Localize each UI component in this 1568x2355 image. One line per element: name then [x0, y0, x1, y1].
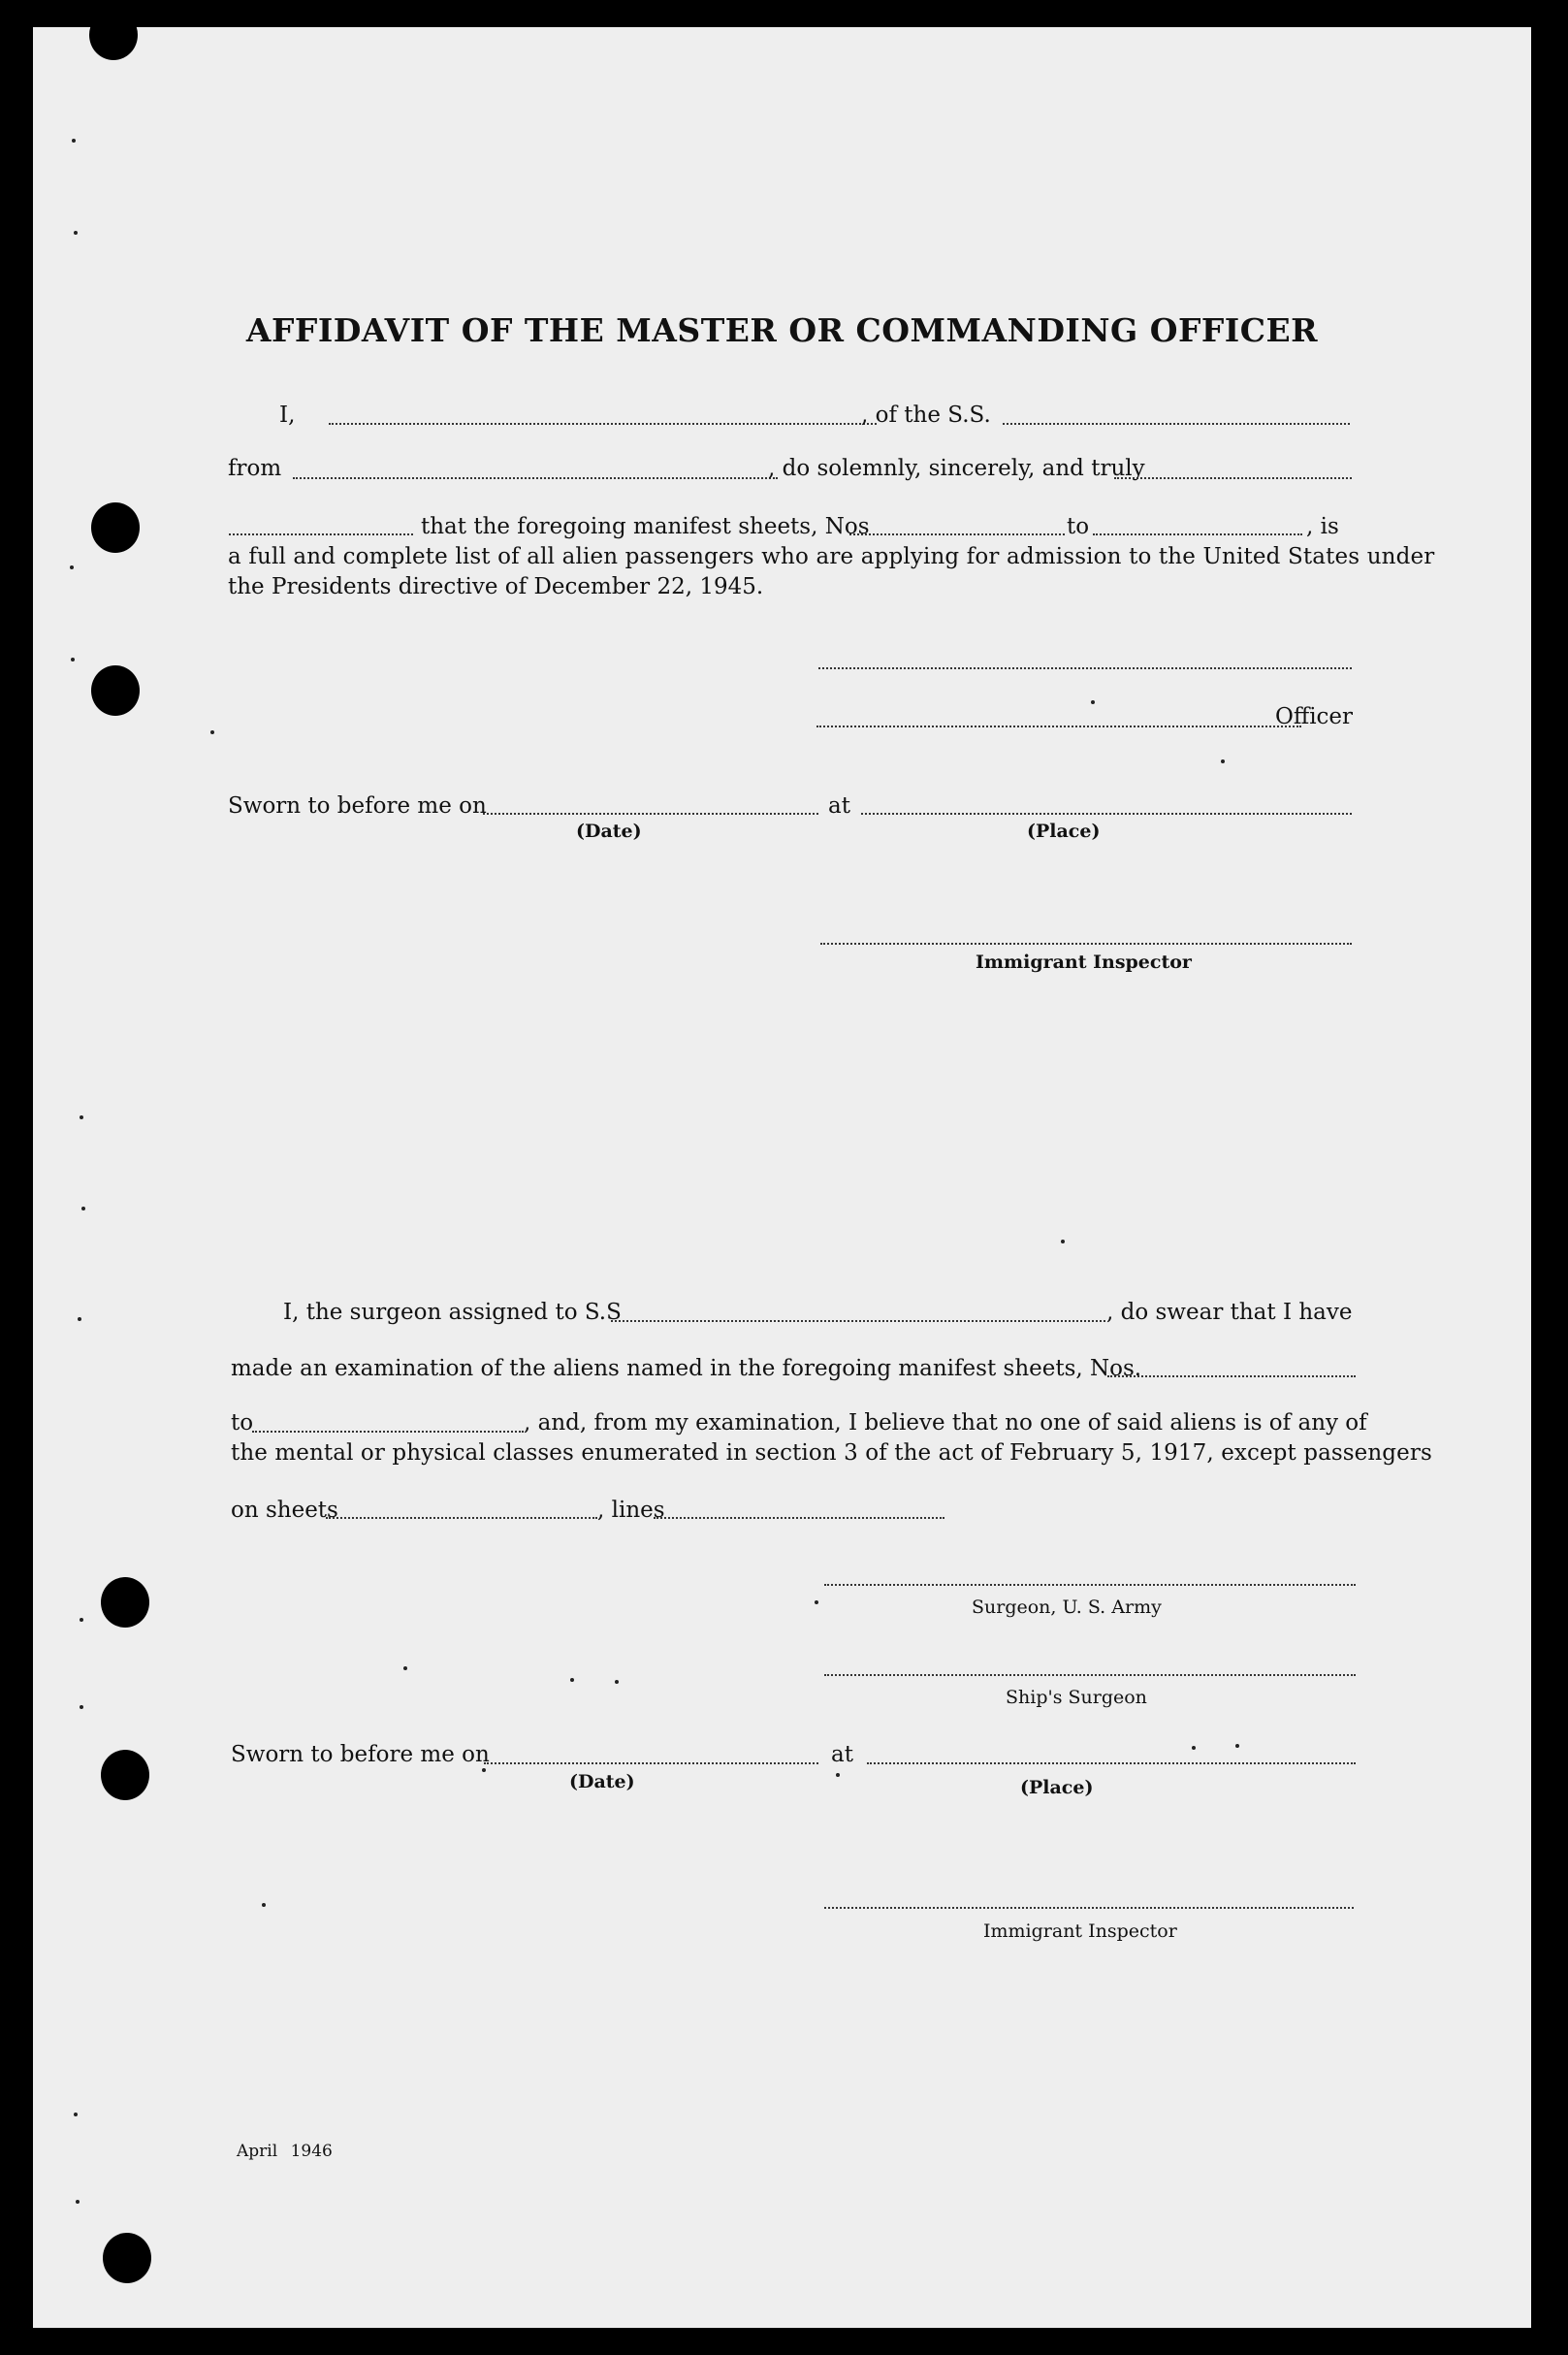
punch-hole — [91, 665, 140, 716]
text-lines: , lines — [597, 1498, 665, 1523]
date-caption: (Date) — [576, 821, 642, 842]
text-manifest-sheets: that the foregoing manifest sheets, Nos — [421, 514, 870, 539]
scan-speck — [72, 139, 76, 143]
sworn-place-field[interactable] — [861, 813, 1352, 815]
text-from: from — [228, 456, 282, 481]
scan-speck — [1192, 1746, 1196, 1750]
scan-speck — [403, 1666, 407, 1670]
scan-speck — [1061, 1240, 1065, 1243]
scan-speck — [815, 1600, 818, 1604]
punch-hole — [101, 1750, 149, 1800]
scan-speck — [615, 1680, 619, 1684]
punch-hole — [91, 502, 140, 553]
at-label: at — [828, 793, 850, 819]
army-surgeon-caption: Surgeon, U. S. Army — [972, 1597, 1162, 1618]
surgeon-sheets-to-field[interactable] — [252, 1431, 524, 1433]
scan-speck — [74, 2113, 78, 2116]
punch-hole — [89, 27, 138, 60]
scan-speck — [210, 730, 214, 734]
scan-speck — [74, 231, 78, 235]
signature-line-2[interactable] — [816, 726, 1301, 727]
sworn-place-field-2[interactable] — [867, 1762, 1356, 1764]
scan-speck — [81, 1207, 85, 1210]
inspector-signature-line[interactable] — [820, 943, 1352, 945]
surgeon-ship-field[interactable] — [611, 1320, 1105, 1322]
text-to: to — [1067, 514, 1090, 539]
inspector-caption: Immigrant Inspector — [976, 952, 1192, 973]
sworn-label-2: Sworn to before me on — [231, 1742, 490, 1767]
scan-speck — [76, 2200, 80, 2204]
scan-speck — [71, 658, 75, 661]
army-surgeon-signature-line[interactable] — [824, 1584, 1356, 1586]
punch-hole — [103, 2233, 151, 2283]
scan-speck — [1235, 1744, 1239, 1748]
scan-speck — [836, 1773, 840, 1777]
port-from-field[interactable] — [293, 477, 778, 479]
text-to: to — [231, 1410, 254, 1436]
date-caption-2: (Date) — [569, 1771, 635, 1792]
scan-speck — [1091, 700, 1095, 704]
sheets-to-field[interactable] — [1093, 533, 1302, 535]
document-title: AFFIDAVIT OF THE MASTER OR COMMANDING OFFICER — [245, 311, 1319, 349]
master-name-field[interactable] — [329, 423, 877, 425]
scan-speck — [262, 1903, 266, 1907]
swear-or-affirm-field[interactable] — [1114, 477, 1352, 479]
text-surgeon-assigned: I, the surgeon assigned to S.S — [283, 1300, 622, 1325]
text-full-list: a full and complete list of all alien passengers who are applying for admission to the United States under — [228, 544, 1435, 569]
text-on-sheets: on sheets — [231, 1498, 338, 1523]
ship-name-field[interactable] — [1003, 423, 1350, 425]
sheets-from-field[interactable] — [849, 533, 1065, 535]
sworn-date-field[interactable] — [483, 813, 818, 815]
signature-line-1[interactable] — [818, 667, 1352, 669]
surgeon-sheets-from-field[interactable] — [1107, 1375, 1356, 1377]
text-is: , is — [1306, 514, 1339, 539]
scan-speck — [78, 1317, 81, 1321]
place-caption: (Place) — [1027, 821, 1101, 842]
declare-field[interactable] — [229, 533, 413, 535]
except-sheets-field[interactable] — [326, 1517, 597, 1519]
text-classes: the mental or physical classes enumerated in section 3 of the act of February 5, 1917, except passengers — [231, 1440, 1432, 1466]
scan-speck — [570, 1678, 574, 1682]
text-of-ss: , of the S.S. — [861, 403, 991, 428]
text-do-solemnly: , do solemnly, sincerely, and truly — [768, 456, 1145, 481]
scan-speck — [80, 1705, 83, 1709]
inspector-signature-line-2[interactable] — [824, 1907, 1354, 1909]
scan-speck — [80, 1618, 83, 1622]
inspector-caption-2: Immigrant Inspector — [983, 1920, 1177, 1942]
place-caption-2: (Place) — [1020, 1777, 1094, 1798]
text-examination: made an examination of the aliens named in the foregoing manifest sheets, Nos. — [231, 1356, 1142, 1381]
at-label-2: at — [831, 1742, 853, 1767]
scan-speck — [1221, 759, 1225, 763]
ships-surgeon-signature-line[interactable] — [824, 1674, 1356, 1676]
scan-speck — [482, 1768, 486, 1772]
officer-label: Officer — [1275, 704, 1354, 729]
sworn-label: Sworn to before me on — [228, 793, 487, 819]
punch-hole — [101, 1577, 149, 1628]
text-do-swear: , do swear that I have — [1106, 1300, 1353, 1325]
ships-surgeon-caption: Ship's Surgeon — [1006, 1687, 1147, 1708]
sworn-date-field-2[interactable] — [484, 1762, 818, 1764]
scan-speck — [70, 565, 74, 569]
form-date: April 1946 — [237, 2142, 333, 2161]
scan-speck — [80, 1115, 83, 1119]
text-belief: , and, from my examination, I believe that no one of said aliens is of any of — [524, 1410, 1367, 1436]
text-i: I, — [279, 403, 296, 428]
affidavit-page — [33, 27, 1531, 2328]
except-lines-field[interactable] — [654, 1517, 944, 1519]
text-directive: the Presidents directive of December 22, 1945. — [228, 574, 764, 599]
